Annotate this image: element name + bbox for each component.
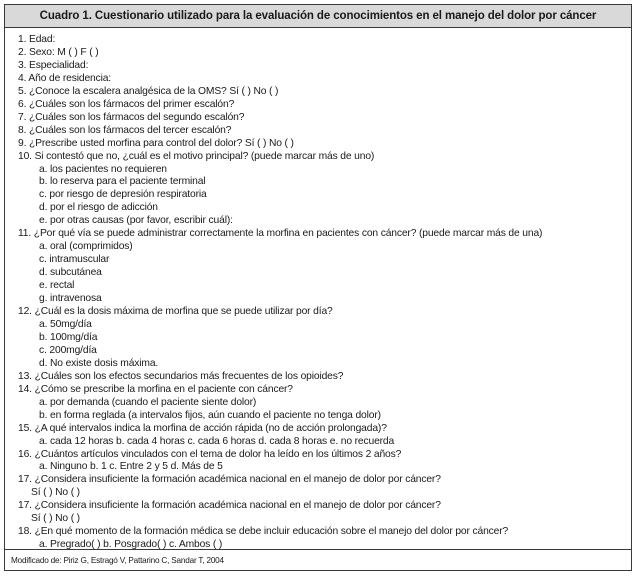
answer-option: a. los pacientes no requieren: [39, 163, 167, 175]
question-line: 7. ¿Cuáles son los fármacos del segundo escalón?: [18, 111, 245, 123]
answer-option: a. por demanda (cuando el paciente siente dolor): [39, 396, 257, 408]
answer-option: a. 50mg/día: [39, 318, 92, 330]
question-line: 17. ¿Considera insuficiente la formación académica nacional en el manejo de dolor por cáncer?: [18, 500, 441, 512]
table-caption: Cuadro 1. Cuestionario utilizado para la evaluación de conocimientos en el manejo del dolor por cáncer: [5, 5, 631, 28]
question-line: 10. Si contestó que no, ¿cuál es el motivo principal? (puede marcar más de uno): [18, 150, 375, 162]
question-line: 14. ¿Cómo se prescribe la morfina en el paciente con cáncer?: [18, 383, 293, 395]
question-line: 2. Sexo: M ( ) F ( ): [18, 46, 99, 58]
questionnaire-table: [4, 4, 632, 571]
questionnaire-body: [5, 28, 631, 550]
answer-option: e. rectal: [39, 280, 75, 292]
question-line: 8. ¿Cuáles son los fármacos del tercer escalón?: [18, 124, 232, 136]
answer-option: c. 200mg/día: [39, 344, 97, 356]
answer-option: c. intramuscular: [39, 254, 110, 266]
question-line: 6. ¿Cuáles son los fármacos del primer escalón?: [18, 98, 235, 110]
answer-option: b. en forma reglada (a intervalos fijos, aún cuando el paciente no tenga dolor): [39, 409, 381, 421]
answer-option: a. Pregrado( ) b. Posgrado( ) c. Ambos ( ): [39, 539, 223, 551]
answer-option: g. intravenosa: [39, 293, 102, 305]
answer-option: a. oral (comprimidos): [39, 241, 133, 253]
question-line: 16. ¿Cuántos artículos vinculados con el tema de dolor ha leído en los últimos 2 años?: [18, 448, 402, 460]
question-line: 17. ¿Considera insuficiente la formación académica nacional en el manejo de dolor por cáncer?: [18, 474, 441, 486]
answer-option: d. No existe dosis máxima.: [39, 357, 159, 369]
answer-option: e. por otras causas (por favor, escribir cuál):: [39, 215, 233, 227]
answer-choice: Sí ( ) No ( ): [31, 513, 80, 525]
question-line: 18. ¿En qué momento de la formación médica se debe incluir educación sobre el manejo del dolor por cáncer?: [18, 526, 509, 538]
answer-option: a. cada 12 horas b. cada 4 horas c. cada 6 horas d. cada 8 horas e. no recuerda: [39, 435, 395, 447]
question-line: 9. ¿Prescribe usted morfina para control del dolor? Sí ( ) No ( ): [18, 137, 294, 149]
answer-option: a. Ninguno b. 1 c. Entre 2 y 5 d. Más de 5: [39, 461, 223, 473]
table-footnote: Modificado de: Piriz G, Estragó V, Pattarino C, Sandar T, 2004: [11, 556, 224, 565]
question-line: 4. Año de residencia:: [18, 72, 112, 84]
answer-choice: Sí ( ) No ( ): [31, 487, 80, 499]
question-line: 5. ¿Conoce la escalera analgésica de la OMS? Sí ( ) No ( ): [18, 85, 279, 97]
question-line: 13. ¿Cuáles son los efectos secundarios más frecuentes de los opioides?: [18, 370, 344, 382]
question-line: 12. ¿Cuál es la dosis máxima de morfina que se puede utilizar por día?: [18, 306, 333, 318]
answer-option: d. subcutánea: [39, 267, 102, 279]
question-line: 3. Especialidad:: [18, 59, 89, 71]
answer-option: d. por el riesgo de adicción: [39, 202, 158, 214]
answer-option: b. 100mg/día: [39, 331, 98, 343]
answer-option: c. por riesgo de depresión respiratoria: [39, 189, 207, 201]
question-line: 11. ¿Por qué vía se puede administrar correctamente la morfina en pacientes con cáncer? (puede marcar más de una): [18, 228, 543, 240]
question-line: 15. ¿A qué intervalos indica la morfina de acción rápida (no de acción prolongada)?: [18, 422, 387, 434]
answer-option: b. lo reserva para el paciente terminal: [39, 176, 206, 188]
question-line: 1. Edad:: [18, 34, 56, 45]
